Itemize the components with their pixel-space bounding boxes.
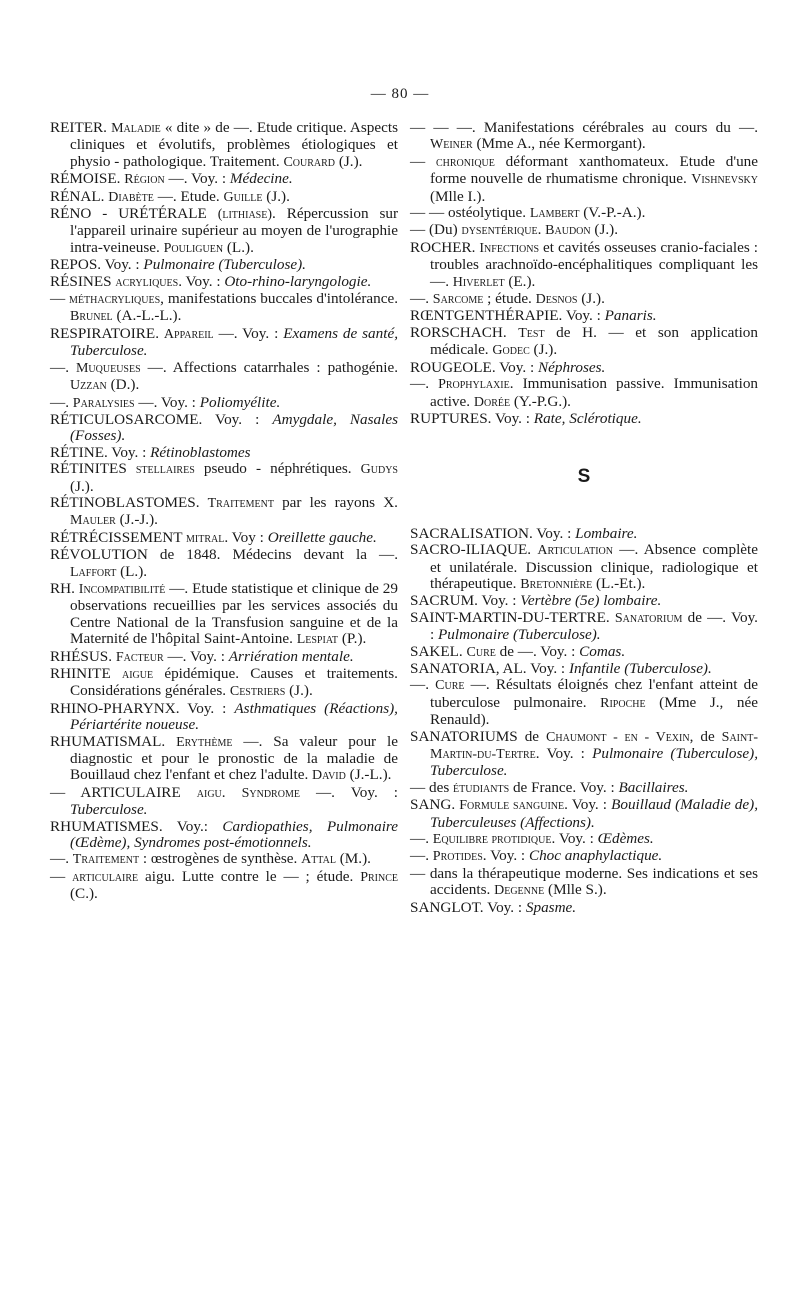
entry-smallcaps-text: mitral [186,530,225,546]
entry-text: — — —. Manifestations cérébrales au cours du —. [410,119,758,136]
entry-reference-text: Œdèmes. [597,830,654,848]
entry-smallcaps-text: Vishnevsky [691,172,758,188]
entry-text: (Mlle I.). [430,187,486,205]
entry-reference-text: Arriération mentale. [228,647,354,665]
index-entry [410,900,758,916]
entry-text: RÉTINOBLASTOMES. [50,493,208,511]
entry-smallcaps-text: Protides [432,849,483,865]
index-column-left [50,120,398,903]
entry-text: — ARTICULAIRE [50,783,197,801]
entry-smallcaps-text: Articulation [537,543,613,559]
entry-reference-text: Rétinoblastomes [150,443,251,461]
index-entry [410,644,758,661]
index-entry [410,154,758,205]
entry-text: (E.). [504,272,536,290]
entry-text: (J.). [285,682,313,700]
entry-text: de —. Voy. : [495,642,580,660]
entry-text: RÉTRÉCISSEMENT [50,528,186,546]
entry-reference-text: Pulmonaire (Tuberculose). [143,256,306,274]
index-entry [50,206,398,257]
entry-text: —. [410,375,439,393]
entry-text: (J.). [70,477,94,495]
index-entry [410,593,758,609]
entry-reference-text: Vertèbre (5e) lombaire. [520,592,662,610]
entry-text: —. [50,393,73,411]
entry-smallcaps-text: Erythème [176,734,233,750]
entry-text: RUPTURES. Voy. : [410,409,534,427]
entry-text: (D.). [106,376,140,394]
index-entry [410,222,758,239]
entry-smallcaps-text: Chaumont - en - Vexin [546,729,690,745]
index-entry [50,495,398,530]
entry-reference-text: Pulmonaire (Tuberculose), Tuberculose. [430,745,758,780]
entry-text: — — ostéolytique. [410,204,530,222]
index-group-r [410,120,758,427]
entry-smallcaps-text: Syndrome [241,785,300,801]
index-entry [50,189,398,206]
index-entry [50,785,398,819]
entry-reference-text: Pulmonaire (Tuberculose). [438,626,601,644]
entry-smallcaps-text: Formule sanguine [459,798,565,814]
entry-text: (Mme A., née Kermorgant). [472,135,646,153]
entry-reference-text: Spasme. [525,898,577,916]
entry-text: RÉNO - URÉTÉRALE [50,205,218,223]
index-entry [50,547,398,581]
entry-text: (V.-P.-A.). [579,204,646,222]
index-entry [50,257,398,273]
entry-text: — (Du) [410,221,462,239]
entry-text: . Voy. : [535,745,593,762]
entry-reference-text: Oto-rhino-laryngologie. [224,272,372,290]
index-entry [410,240,758,291]
entry-smallcaps-text: Appareil [163,326,214,342]
entry-smallcaps-text: Lespiat [296,632,339,648]
entry-text: (Y.-P.G.). [510,392,571,410]
index-entry [50,734,398,785]
entry-text: aigu. Lutte contre le — ; étude. [138,867,361,885]
entry-text: (L.). [223,238,254,256]
entry-smallcaps-text: Paralysies [72,395,135,411]
index-entry [50,360,398,395]
entry-text: RORSCHACH. [410,323,519,341]
entry-smallcaps-text: stellaires [135,462,195,478]
entry-smallcaps-text: Dorée [473,394,511,410]
index-entry [410,542,758,593]
index-entry [50,171,398,188]
entry-text: . Voy. : [178,272,225,290]
entry-text: (J.-L.). [345,766,392,784]
entry-smallcaps-text: Mauler [70,513,116,529]
index-entry [410,205,758,222]
entry-text: . [537,221,546,239]
entry-text: RESPIRATOIRE. [50,324,164,342]
entry-text: . Voy. : [482,847,529,865]
entry-text: RÉTINE. Voy. : [50,443,151,461]
entry-text: — [50,290,70,308]
entry-text: SAINT-MARTIN-DU-TERTRE. [410,608,615,626]
index-entry [410,610,758,644]
entry-text: RHUMATISMAL. [50,732,177,750]
index-entry [410,729,758,780]
index-entry [50,120,398,171]
entry-smallcaps-text: Infections [479,240,540,256]
index-entry [410,831,758,848]
entry-text: (L.). [116,562,148,580]
entry-text: SACRO-ILIAQUE. [410,541,538,559]
entry-text: RÉMOISE. [50,170,125,188]
entry-text: RHUMATISMES. Voy.: [50,817,223,835]
entry-text: : œstrogènes de synthèse. [139,850,302,868]
entry-reference-text: Cardiopathies, Pulmonaire (Œdème), Syndromes post-émotionnels. [70,817,398,852]
index-entry [410,866,758,900]
index-entry [50,581,398,649]
entry-text: . Voy. : [564,796,612,814]
entry-smallcaps-text: Sarcome [432,292,484,308]
entry-text: REITER. [50,119,112,136]
entry-text: . Répercussion sur l'appareil urinaire supérieur au moyen de l'urographie intra-veineuse. [70,205,398,256]
entry-text: REPOS. Voy. : [50,256,144,274]
index-entry [50,274,398,291]
entry-smallcaps-text: Prince [360,869,399,885]
entry-text: et cavités osseuses cranio-faciales : troubles arachnoïdo-encéphalitiques compliquant les —. [430,238,758,290]
entry-smallcaps-text: Maladie [111,121,161,136]
entry-text: de —. Voy. : [430,608,758,644]
entry-text: (J.-J.). [115,511,158,529]
entry-text: —. Etude statistique et clinique de 29 observations recueillies par les services associés du Centre National de la Transfusion sanguine et de la Maternité de l'hôpital Saint-Antoine. [70,579,398,648]
entry-text: —. [410,676,436,694]
index-entry [410,661,758,677]
entry-smallcaps-text: articulaire [72,869,139,885]
entry-smallcaps-text: chronique [435,154,495,170]
index-entry [410,308,758,324]
entry-smallcaps-text: Attal [301,852,336,868]
entry-smallcaps-text: Région [124,172,165,188]
entry-text: —. Affections catarrhales : pathogénie. [140,358,399,376]
entry-text: RÉSINES [50,272,116,290]
entry-text: —. [50,850,73,868]
entry-text: ROCHER. [410,238,480,256]
index-entry [410,797,758,831]
entry-smallcaps-text: Courard [283,154,336,170]
entry-text: (M.). [335,850,371,868]
entry-smallcaps-text: Cure [435,678,465,694]
index-entry [50,701,398,734]
entry-text: SACRUM. Voy. : [410,592,521,610]
entry-smallcaps-text: étudiants [453,780,510,796]
entry-smallcaps-text: Incompatibilité [78,581,166,597]
index-entry [410,848,758,865]
entry-reference-text: Infantile (Tuberculose). [568,659,712,677]
entry-smallcaps-text: dysentérique [461,223,538,239]
entry-smallcaps-text: aigue [121,667,154,682]
index-entry [410,291,758,308]
entry-smallcaps-text: Muqueuses [75,360,141,376]
entry-text: —. Résultats éloignés chez l'enfant atteint de tuberculose pulmonaire. [430,676,758,711]
entry-text: (A.-L.-L.). [112,307,182,325]
entry-text: . [221,783,242,801]
entry-smallcaps-text: Traitement [207,495,274,511]
entry-text: , manifestations buccales d'intolérance. [160,290,398,308]
index-entry [410,360,758,376]
index-entry [50,326,398,360]
entry-smallcaps-text: Pouliguen [163,240,224,256]
index-entry [50,412,398,445]
entry-smallcaps-text: Traitement [72,852,140,868]
entry-text: (C.). [70,885,98,903]
index-entry [50,461,398,495]
index-entry [410,120,758,154]
entry-text: RÉTINITES [50,460,136,478]
entry-reference-text: Bouillaud (Maladie de), Tuberculeuses (Affections). [430,796,759,831]
entry-reference-text: Amygdale, Nasales (Fosses). [70,410,398,445]
entry-text: RHÉSUS. [50,647,116,665]
entry-text: (J.). [590,221,619,239]
entry-text: — [50,867,73,885]
entry-reference-text: Panaris. [604,307,657,325]
entry-smallcaps-text: Guille [223,189,263,205]
entry-smallcaps-text: méthacryliques [69,292,161,308]
entry-text: RŒNTGENTHÉRAPIE. Voy. : [410,307,605,325]
entry-smallcaps-text: Bretonnière [520,576,593,592]
entry-text: SAKEL. [410,642,467,660]
entry-text: —. Etude. [153,187,224,205]
index-column-right [410,120,758,916]
entry-text: —. [50,358,76,376]
index-entry [50,666,398,701]
entry-text: (P.). [338,630,367,648]
entry-reference-text: Choc anaphylactique. [528,847,663,865]
entry-text: SANG. [410,796,460,814]
entry-smallcaps-text: Cestriers [229,684,286,700]
entry-text: déformant xanthomateux. Etude d'une forme nouvelle de rhumatisme chronique. [430,152,758,188]
entry-text: épidémique. Causes et traitements. Considérations générales. [70,665,398,700]
page-number: — 80 — [370,86,430,102]
entry-smallcaps-text: Degenne [494,883,545,899]
entry-text: (J.). [577,290,605,308]
index-entry [410,376,758,411]
entry-smallcaps-text: acryliques [115,274,179,290]
entry-smallcaps-text: Ripoche [600,695,646,711]
entry-smallcaps-text: Facteur [115,649,164,665]
entry-reference-text: Examens de santé, Tuberculose. [70,324,398,360]
index-entry [410,780,758,797]
entry-text: SANATORIA, AL. Voy. : [410,659,569,677]
entry-text: RHINO-PHARYNX. Voy. : [50,699,235,717]
index-entry [410,411,758,427]
entry-text: ROUGEOLE. Voy. : [410,358,538,376]
entry-smallcaps-text: Hiverlet [452,274,505,290]
index-entry [50,445,398,461]
entry-smallcaps-text: Saint-Martin-du-Tertre [430,729,758,762]
entry-text: —. Voy. : [163,647,229,665]
entry-text: SANGLOT. Voy. : [410,898,526,916]
entry-text: RH. [50,579,79,597]
entry-text: . Voy : [224,528,268,546]
entry-reference-text: Oreillette gauche. [267,528,377,546]
entry-text: . Immunisation passive. Immunisation active. [430,375,759,410]
entry-text: —. Voy. : [213,324,284,342]
entry-smallcaps-text: David [312,768,346,784]
entry-smallcaps-text: aigu [196,785,222,801]
entry-text: (L.-Et.). [592,574,646,592]
entry-text: —. Sa valeur pour le diagnostic et pour le pronostic de la maladie de Bouillaud chez l'enfant et chez l'adulte. [70,732,398,784]
index-entry [410,325,758,360]
entry-text: —. Voy. : [299,783,399,801]
entry-smallcaps-text: Weiner [430,137,473,153]
entry-text: —. [410,847,433,865]
entry-text: (Mme J., née Renauld). [430,693,758,729]
index-entry [50,530,398,547]
entry-reference-text: Rate, Sclérotique. [533,409,642,427]
entry-reference-text: Comas. [579,642,626,660]
entry-text: ; étude. [483,290,536,308]
entry-text: (Mlle S.). [544,881,607,899]
entry-reference-text: Poliomyélite. [199,393,281,411]
entry-text: — [410,152,436,170]
entry-text: par les rayons X. [273,493,398,511]
entry-smallcaps-text: Prophylaxie [438,377,510,393]
entry-smallcaps-text: Desnos [535,292,578,308]
entry-text: de France. Voy. : [509,778,619,796]
entry-text: de H. — et son application médicale. [430,323,758,359]
entry-smallcaps-text: Baudon [545,223,591,239]
entry-smallcaps-text: Test [518,325,545,341]
entry-text: SACRALISATION. Voy. : [410,524,576,542]
entry-smallcaps-text: Brunel [70,309,113,325]
entry-smallcaps-text: (lithiase) [217,207,273,223]
entry-smallcaps-text: Lambert [529,206,580,222]
entry-text: RÉVOLUTION de 1848. Médecins devant la —. [50,546,398,564]
index-entry [50,649,398,666]
index-entry [410,526,758,542]
entry-text: SANATORIUMS de [410,727,547,745]
entry-smallcaps-text: Gudys [360,462,398,478]
section-letter: S [577,466,591,488]
entry-reference-text: Médecine. [229,170,293,188]
entry-text: (J.). [529,341,558,359]
entry-reference-text: Tuberculose. [70,801,148,819]
entry-text: — des [410,778,454,796]
entry-text: —. Voy. : [134,393,200,411]
entry-reference-text: Asthmatiques (Réactions), Périartérite noueuse. [70,699,398,734]
entry-text: RHINITE [50,665,122,682]
entry-text: RÉTICULOSARCOME. Voy. : [50,410,273,428]
entry-smallcaps-text: Sanatorium [614,610,683,626]
entry-text: RÉNAL. [50,187,109,205]
index-entry [50,869,398,903]
entry-smallcaps-text: Cure [466,644,496,660]
entry-reference-text: Bacillaires. [618,778,689,796]
entry-text: . Voy. : [551,830,598,848]
entry-text: (J.). [262,187,290,205]
entry-reference-text: Lombaire. [575,524,638,542]
entry-smallcaps-text: Godec [492,343,530,359]
entry-smallcaps-text: Uzzan [70,378,107,394]
entry-reference-text: Néphroses. [537,358,606,376]
entry-text: , de [689,727,722,745]
entry-smallcaps-text: Diabète [108,189,154,205]
entry-text: —. [410,830,433,848]
index-entry [410,677,758,728]
index-entry [50,819,398,852]
entry-smallcaps-text: Equilibre protidique [432,832,552,848]
entry-text: (J.). [335,152,363,170]
index-entry [50,851,398,868]
entry-text: pseudo - néphrétiques. [194,460,361,478]
entry-text: —. Voy. : [164,170,230,188]
entry-smallcaps-text: Laffort [70,564,117,580]
entry-text: —. [410,290,433,308]
entry-text: « dite » de —. Etude critique. Aspects cliniques et évolutifs, problèmes étiologiques et physio - pathologique. Traitement. [70,119,398,170]
entry-text: —. Absence complète et unilatérale. Discussion clinique, radiologique et thérapeutique. [430,541,758,592]
index-group-s [410,526,758,916]
index-entry [50,395,398,412]
index-entry [50,291,398,326]
entry-text: — dans la thérapeutique moderne. Ses indications et ses accidents. [410,864,758,899]
